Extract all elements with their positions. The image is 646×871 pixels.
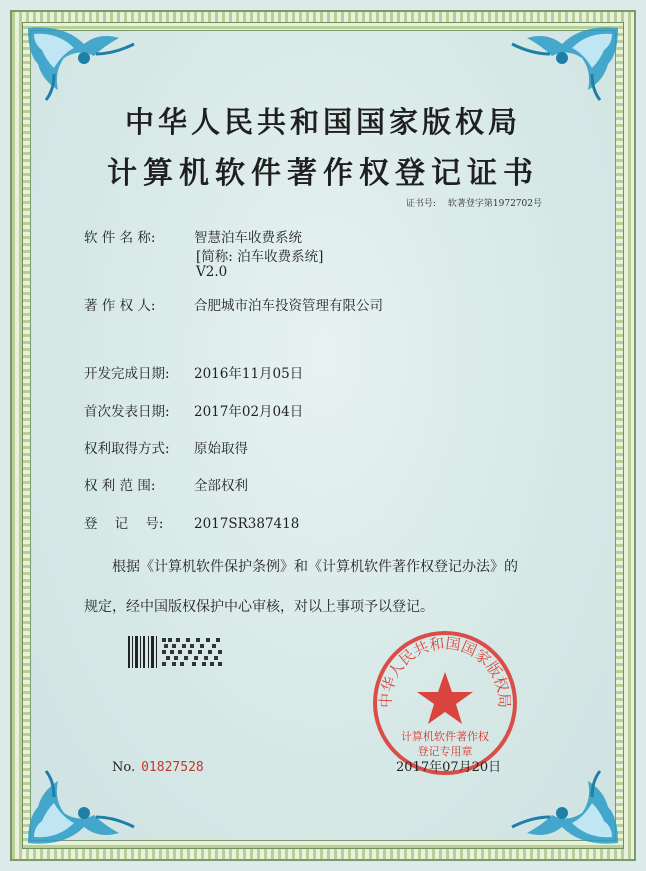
field-value: 2017SR387418 [194, 516, 300, 532]
certificate-title: 计算机软件著作权登记证书 [107, 156, 539, 191]
certificate-number-value: 软著登字第1972702号 [447, 199, 542, 209]
seal-date: 2017年07月20日 [396, 760, 502, 775]
field-value: 原始取得 [194, 441, 248, 457]
seal-center-line-1: 计算机软件著作权 [401, 730, 489, 743]
field-label: 登 记 号: [84, 516, 164, 532]
barcode-icon [128, 636, 224, 668]
serial-value: 01827528 [141, 760, 204, 775]
field-scope-of-rights [84, 474, 248, 494]
statement-line-1: 根据《计算机软件保护条例》和《计算机软件著作权登记办法》的 [112, 559, 518, 575]
field-publication-date [84, 400, 303, 420]
field-development-date [84, 362, 303, 382]
field-label: 权利取得方式: [84, 441, 170, 457]
field-value: 2017年02月04日 [194, 404, 304, 420]
star-icon [417, 672, 473, 724]
corner-ornament-icon [502, 24, 622, 104]
field-label: 软 件 名 称: [84, 230, 156, 246]
software-short-name: [简称: 泊车收费系统] [196, 249, 324, 265]
field-copyright-holder [84, 294, 383, 314]
certificate-number [406, 196, 542, 209]
corner-ornament-icon [24, 767, 144, 847]
field-value: 2016年11月05日 [194, 366, 304, 382]
field-registration-number [84, 512, 299, 532]
field-label: 权 利 范 围: [84, 478, 156, 494]
serial-label: No. [112, 760, 136, 775]
field-value: 全部权利 [194, 478, 248, 494]
seal-center-line-2: 登记专用章 [417, 745, 473, 758]
issuer-title: 中华人民共和国国家版权局 [124, 105, 521, 139]
field-label: 开发完成日期: [84, 366, 170, 382]
statement-line-2: 规定，经中国版权保护中心审核，对以上事项予以登记。 [84, 599, 434, 615]
certificate-number-label: 证书号: [405, 199, 436, 209]
field-label: 著 作 权 人: [84, 298, 156, 314]
seal-ring-path: 中华人民共和国国家版权局 [376, 634, 514, 709]
field-value: 智慧泊车收费系统 [194, 230, 302, 246]
field-acquisition-method [84, 437, 248, 457]
field-label: 首次发表日期: [84, 404, 170, 420]
corner-ornament-icon [24, 24, 144, 104]
software-version: V2.0 [196, 264, 228, 280]
field-value: 合肥城市泊车投资管理有限公司 [194, 298, 383, 314]
field-software-name [84, 226, 302, 246]
serial-number [112, 760, 204, 775]
corner-ornament-icon [502, 767, 622, 847]
